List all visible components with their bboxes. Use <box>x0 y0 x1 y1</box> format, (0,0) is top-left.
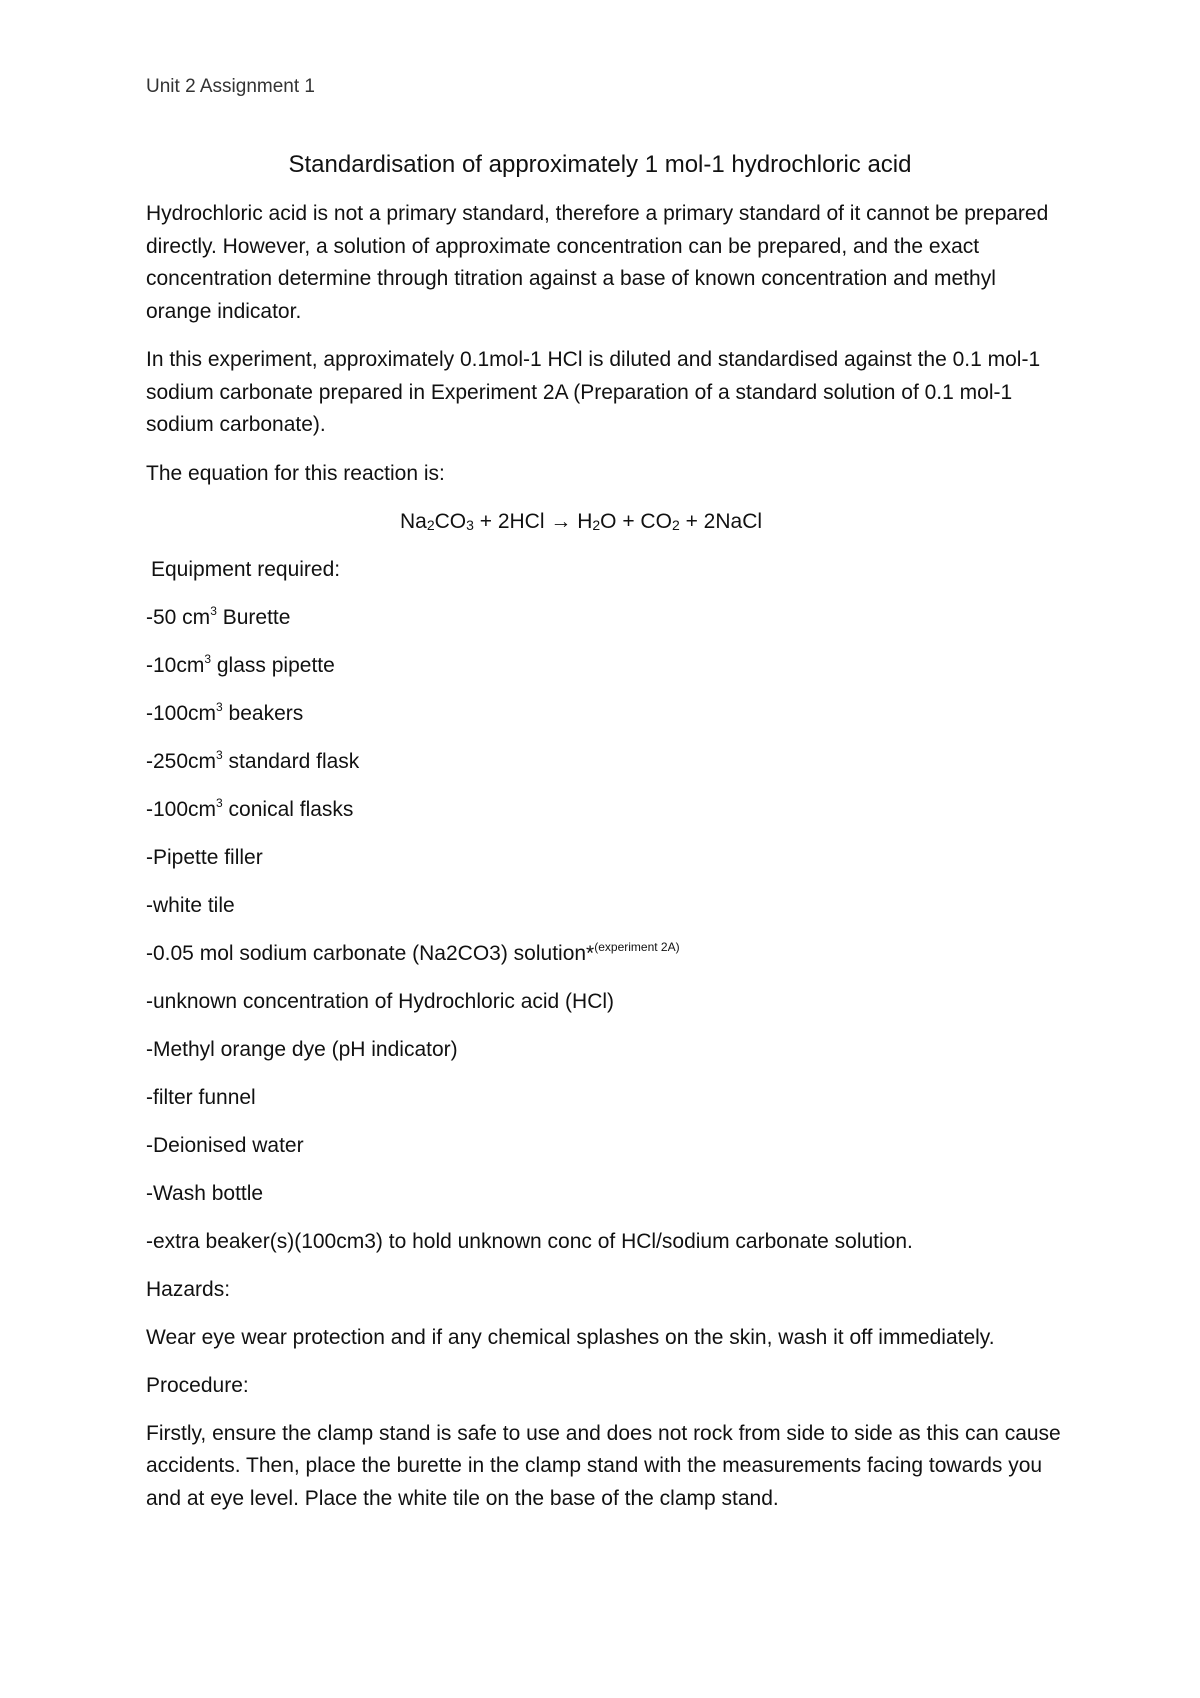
equipment-item: -50 $cm^3$ Burette <box>146 603 291 629</box>
equipment-item: $-100cm^3$ beakers <box>146 699 304 725</box>
hazards-heading: Hazards: <box>146 1277 231 1301</box>
equipment-item: -extra beaker(s)(100cm3) to hold unknown conc of HCl/sodium carbonate solution. <box>146 1229 913 1253</box>
equipment-item: $-100cm^3$ conical flasks <box>146 795 354 821</box>
equipment-item: $-10cm^3$ glass pipette <box>146 651 335 677</box>
equipment-heading: Equipment required: <box>151 557 341 581</box>
equipment-item: -Wash bottle <box>146 1181 264 1205</box>
document-body <box>146 198 1066 1531</box>
equipment-list <box>146 602 1066 1259</box>
intro-paragraph: Hydrochloric acid is not a primary standard, therefore a primary standard of it cannot be prepared directly. However, a solution of approximate concentration can be prepared, and the exact concentration determine through titration against a base of known concentration and methyl orange indicator. <box>146 202 1049 323</box>
document-title: Standardisation of approximately 1 mol-1 hydrochloric acid <box>288 151 912 178</box>
equipment-item: -Pipette filler <box>146 845 263 869</box>
equipment-item: -0.05 mol sodium carbonate (Na2CO3) solution*$^{(experiment 2A)}$ <box>146 939 680 965</box>
reaction-equation: $Na_2CO_3 + 2HCl \to H_2O + CO_2$ + 2NaCl <box>399 510 763 533</box>
equipment-item: -Methyl orange dye (pH indicator) <box>146 1037 458 1061</box>
equipment-item: -Deionised water <box>146 1133 304 1157</box>
equipment-item: $-250cm^3$ standard flask <box>146 747 360 773</box>
equipment-item: -white tile <box>146 893 235 917</box>
intro-paragraph: The equation for this reaction is: <box>146 461 445 485</box>
arrow-icon: → <box>550 510 572 533</box>
hazards-text: Wear eye wear protection and if any chemical splashes on the skin, wash it off immediately. <box>146 1325 995 1349</box>
equipment-item: -unknown concentration of Hydrochloric acid (HCl) <box>146 989 615 1013</box>
equipment-item: -filter funnel <box>146 1085 256 1109</box>
procedure-text: Firstly, ensure the clamp stand is safe to use and does not rock from side to side as this can cause accidents. Then, place the burette in the clamp stand with the measurements facing towards you and at eye level. Place the white tile on the base of the clamp stand. <box>146 1421 1061 1510</box>
intro-paragraph: In this experiment, approximately 0.1mol-1 HCl is diluted and standardised against the 0.1 mol-1 sodium carbonate prepared in Experiment 2A (Preparation of a standard solution of 0.1 mol-1 sodium carbonate). <box>146 348 1041 436</box>
page-header: Unit 2 Assignment 1 <box>146 76 315 97</box>
procedure-heading: Procedure: <box>146 1373 249 1397</box>
